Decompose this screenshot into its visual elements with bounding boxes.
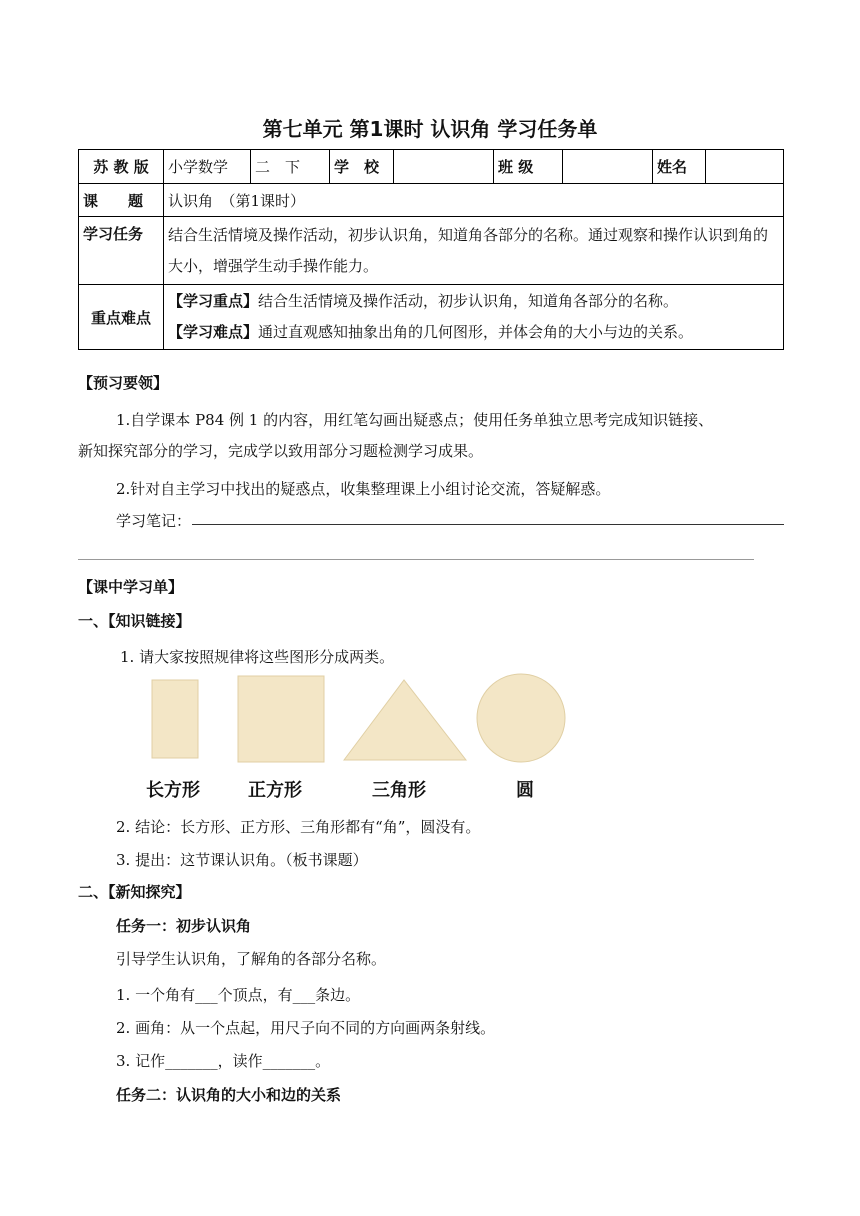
topic-label: 课 题 — [79, 184, 164, 217]
key-points-cell — [164, 285, 784, 350]
task-1-item-3: 3. 记作_______，读作_______。 — [116, 1052, 331, 1070]
preview-heading: 【预习要领】 — [78, 374, 169, 392]
notes-line-2[interactable] — [78, 559, 754, 560]
class-sheet-heading: 【课中学习单】 — [78, 578, 184, 596]
shape-label-triangle: 三角形 — [372, 780, 426, 801]
key-point-text: 结合生活情境及操作活动，初步认识角，知道角各部分的名称。 — [258, 292, 679, 310]
section-1-item-3: 3. 提出：这节课认识角。（板书课题） — [116, 851, 368, 869]
name-value — [706, 150, 784, 184]
preview-item-1a: 1.自学课本 P84 例 1 的内容，用红笔勾画出疑惑点；使用任务单独立思考完成知识链接、 — [116, 411, 714, 429]
name-label: 姓名 — [653, 150, 706, 184]
shapes-figure — [140, 672, 580, 772]
triangle-shape — [344, 680, 466, 760]
school-value — [394, 150, 494, 184]
rectangle-shape — [152, 680, 198, 758]
section-1-item-2: 2. 结论：长方形、正方形、三角形都有“角”，圆没有。 — [116, 818, 481, 836]
difficult-point-tag: 【学习难点】 — [168, 323, 259, 341]
square-shape — [238, 676, 324, 762]
section-1-item-1: 1. 请大家按照规律将这些图形分成两类。 — [120, 648, 395, 666]
shape-label-square: 正方形 — [248, 780, 302, 801]
task-1-title: 任务一：初步认识角 — [116, 917, 252, 935]
shape-label-circle: 圆 — [516, 780, 534, 801]
notes-label: 学习笔记： — [116, 512, 192, 530]
school-label: 学 校 — [330, 150, 394, 184]
key-label: 重点难点 — [79, 285, 164, 350]
section-2-heading: 二、【新知探究】 — [78, 883, 191, 901]
shape-label-rectangle: 长方形 — [146, 780, 200, 801]
task-value: 结合生活情境及操作活动，初步认识角，知道角各部分的名称。通过观察和操作认识到角的大小，增强学生动手操作能力。 — [164, 217, 784, 285]
lesson-info-table — [78, 149, 784, 350]
key-point-tag: 【学习重点】 — [168, 292, 259, 310]
task-1-item-2: 2. 画角：从一个点起，用尺子向不同的方向画两条射线。 — [116, 1019, 496, 1037]
topic-value: 认识角 （第1课时） — [164, 184, 784, 217]
class-label: 班 级 — [494, 150, 563, 184]
task-label: 学习任务 — [79, 217, 164, 285]
circle-shape — [477, 674, 565, 762]
class-value — [563, 150, 653, 184]
task-2-title: 任务二：认识角的大小和边的关系 — [116, 1086, 342, 1104]
preview-item-2: 2.针对自主学习中找出的疑惑点，收集整理课上小组讨论交流，答疑解惑。 — [116, 480, 611, 498]
task-1-item-1: 1. 一个角有___个顶点，有___条边。 — [116, 986, 361, 1004]
grade-cell: 二 下 — [251, 150, 330, 184]
preview-item-1b: 新知探究部分的学习，完成学以致用部分习题检测学习成果。 — [78, 442, 484, 460]
difficult-point-text: 通过直观感知抽象出角的几何图形，并体会角的大小与边的关系。 — [258, 323, 694, 341]
notes-line-1[interactable] — [192, 524, 784, 525]
section-1-heading: 一、【知识链接】 — [78, 612, 191, 630]
publisher-cell: 苏 教 版 — [79, 150, 164, 184]
task-1-intro: 引导学生认识角，了解角的各部分名称。 — [116, 950, 387, 968]
page-title: 第七单元 第1课时 认识角 学习任务单 — [262, 117, 598, 141]
subject-cell: 小学数学 — [164, 150, 251, 184]
